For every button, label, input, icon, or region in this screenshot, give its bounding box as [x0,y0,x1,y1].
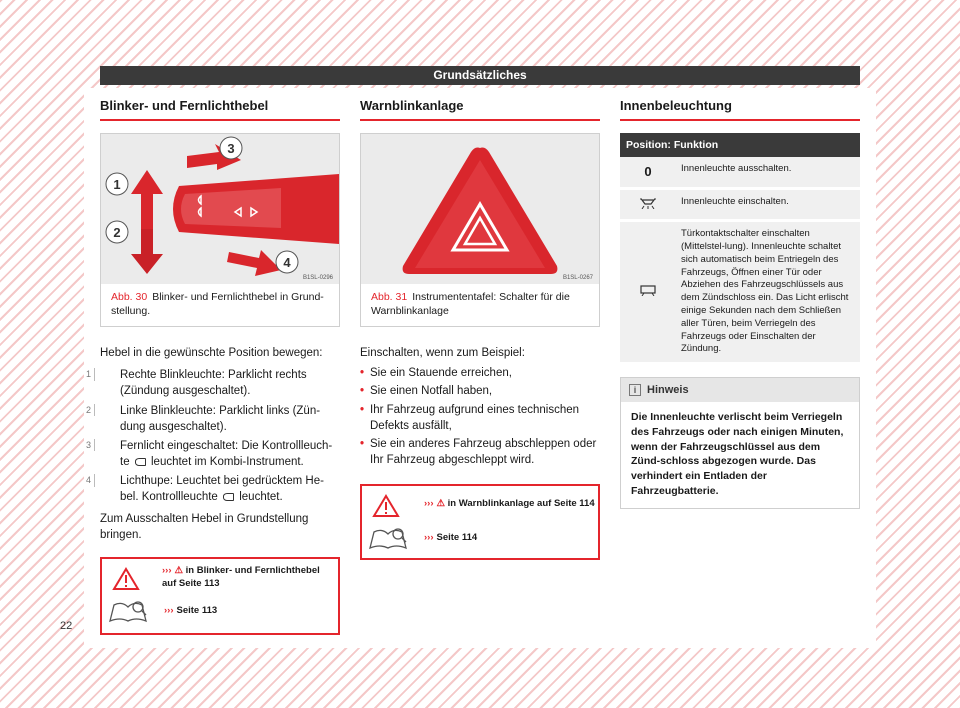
figure-code: B1SL-0267 [562,275,593,281]
hazard-svg [361,134,599,284]
warning-reference-text: in Warnblinkanlage auf Seite 114 [447,497,595,509]
note-box [620,377,860,509]
callout-2 [106,221,128,243]
table-header: Position: Funktion [620,133,860,157]
svg-text:4: 4 [283,255,291,270]
step-item [86,403,340,435]
door-contact-icon [620,221,676,364]
table-cell: Innenleuchte einschalten. [676,188,860,221]
lever-illustration [101,134,339,284]
warning-reference[interactable]: ››› ⚠ in Warnblinkanlage auf Seite 114 [362,486,598,520]
page-number: 22 [60,620,73,632]
step-number: 1 [86,368,95,381]
off-icon: 0 [620,157,676,188]
intro-text: Einschalten, wenn zum Beispiel: [360,347,525,360]
svg-text:2: 2 [113,225,121,240]
section-heading-innen: Innenbeleuchtung [620,98,860,121]
step-text: Fernlicht eingeschaltet: Die Kontrollleuch-te [120,439,333,468]
step-number: 4 [86,474,95,487]
figure-number: Abb. 31 [371,291,408,303]
warning-reference[interactable]: ››› ⚠ in Blinker- und Fernlichthebel auf Seite 113 [102,559,338,593]
figure-31 [360,133,600,327]
note-title: Hinweis [647,384,689,397]
note-header [621,378,859,402]
book-reference[interactable]: ››› Seite 113 [102,593,338,633]
step-text: Lichthupe: Leuchtet bei gedrücktem He-bel. Kontrollleuchte [120,474,324,504]
figure-caption [361,284,599,326]
table-row [620,157,860,188]
step-text: Rechte Blinkleuchte: Parklicht rechts (Zündung ausgeschaltet). [120,369,307,398]
figure-caption-text: Instrumententafel: Schalter für die Warnblinkanlage [371,291,570,317]
warning-reference-text: in Blinker- und Fernlichthebel auf Seite 113 [162,565,320,589]
bullet-list [360,365,600,468]
step-item [86,438,340,470]
column-blinker [86,98,340,635]
list-item: • Sie ein anderes Fahrzeug abschleppen oder Ihr Fahrzeug abgeschleppt wird. [360,436,600,468]
step-text: leuchtet im Kombi-Instrument. [151,455,304,468]
section-heading-warnblink: Warnblinkanlage [360,98,600,121]
table-row [620,221,860,364]
table-cell: Türkontaktschalter einschalten (Mittelstel-lung). Innenleuchte schaltet sich automatisch beim Entriegeln des Fahrzeugs, Öffnen einer Tür oder Abziehen des Fahrzeugschlüssels aus dem Zündschloss ein. Das Licht erlischt einige Sekunden nach dem Schließen aller Türen, beim Verriegeln des Fahrzeugs oder Einschalten der Zündung. [676,221,860,364]
figure-code: B1SL-0296 [302,275,333,281]
table-row [620,188,860,221]
hazard-illustration [361,134,599,284]
column-warnblink [360,98,600,560]
callout-4 [276,251,298,273]
figure-caption [101,284,339,326]
list-item: • Sie ein Stauende erreichen, [360,365,600,381]
figure-caption-text: Blinker- und Fernlichthebel in Grund-stellung. [111,291,324,317]
warning-triangle-icon [372,494,400,518]
callout-3 [220,137,242,159]
high-beam-icon [223,493,234,501]
warning-triangle-icon [112,567,140,591]
section-header-bar: Grundsätzliches [100,66,860,85]
intro-text: Hebel in die gewünschte Position bewegen: [100,347,323,360]
note-text: Die Innenleuchte verlischt beim Verriegeln des Fahrzeugs oder nach einigen Minuten, wenn der Fahrzeugschlüssel aus dem Zünd-schloss abgezogen wurde. Das verhindert ein Entladen der Fahrzeugbatterie. [631,411,844,497]
list-item: • Sie einen Notfall haben, [360,383,600,399]
book-reference[interactable]: ››› Seite 114 [362,520,598,560]
reference-box [100,557,340,635]
lever-svg [101,134,339,284]
figure-number: Abb. 30 [111,291,148,303]
callout-1 [106,173,128,195]
high-beam-icon [135,458,146,466]
list-item: • Ihr Fahrzeug aufgrund eines technischen Defekts ausfällt, [360,402,600,434]
book-icon [108,599,148,625]
svg-text:3: 3 [227,141,235,156]
book-reference-text: Seite 114 [436,531,478,543]
svg-text:1: 1 [113,177,121,192]
steps-list [86,367,340,505]
table-cell: Innenleuchte ausschalten. [676,157,860,188]
column-innenbeleuchtung [620,98,860,509]
info-icon: i [629,384,641,396]
step-text: leuchtet. [239,491,283,504]
step-item [86,367,340,399]
book-icon [368,526,408,552]
book-reference-text: Seite 113 [176,605,218,617]
outro-text: Zum Ausschalten Hebel in Grundstellung bringen. [100,513,309,542]
step-text: Linke Blinkleuchte: Parklicht links (Zün-dung ausgeschaltet). [120,404,321,433]
step-number: 2 [86,404,95,417]
reference-box [360,484,600,560]
step-number: 3 [86,439,95,452]
step-item [86,473,340,505]
section-heading-blinker: Blinker- und Fernlichthebel [100,98,340,121]
position-function-table [620,133,860,365]
interior-light-icon [620,188,676,221]
figure-30 [100,133,340,327]
